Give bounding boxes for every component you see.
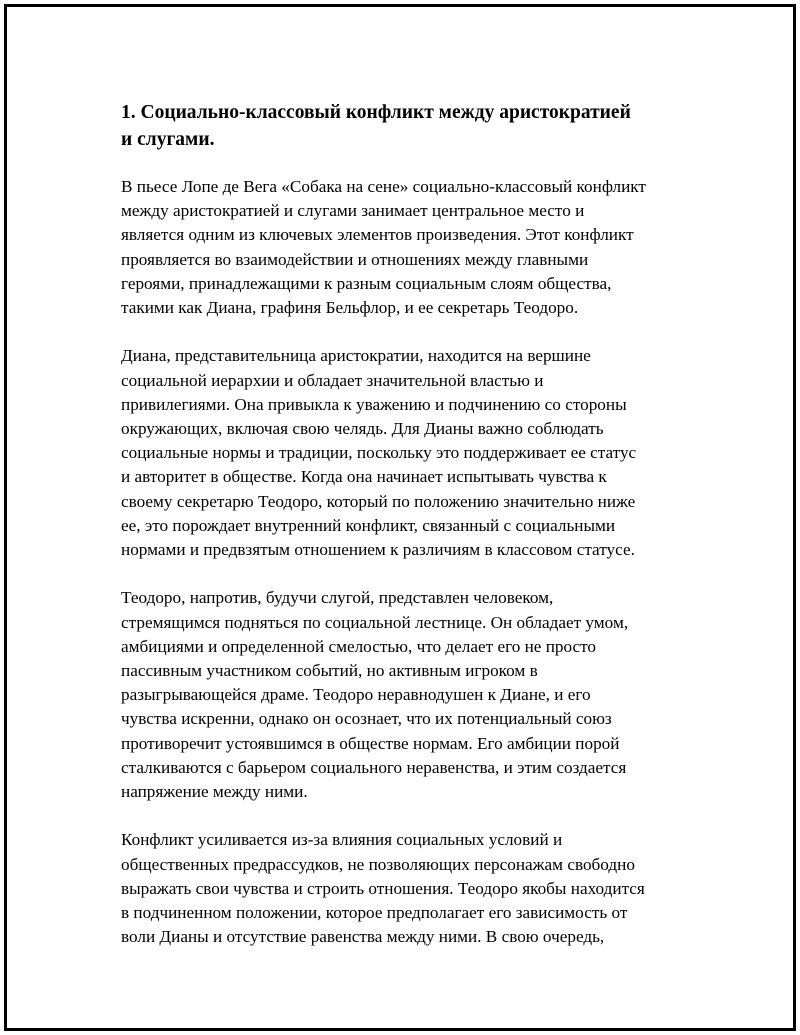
paragraph-3: Теодоро, напротив, будучи слугой, представлен человеком, стремящимся подняться по социальной лестнице. Он обладает умом, амбициями и определенной смелостью, что делает его не просто пассивным участником событий, но активным игроком в разыгрывающейся драме. Теодоро неравнодушен к Диане, и его чувства искренни, однако он осознает, что их потенциальный союз противоречит устоявшимся в обществе нормам. Его амбиции порой сталкиваются с барьером социального неравенства, и этим создается напряжение между ними. <box>121 588 629 802</box>
page-frame <box>4 4 796 1031</box>
section-heading: 1. Социально-классовый конфликт между аристократией и слугами. <box>121 102 631 150</box>
paragraph-1: В пьесе Лопе де Вега «Собака на сене» социально-классовый конфликт между аристократией и слугами занимает центральное место и является одним из ключевых элементов произведения. Этот конфликт проявляется во взаимодействии и отношениях между главными героями, принадлежащими к разным социальным слоям общества, такими как Диана, графиня Бельфлор, и ее секретарь Теодоро. <box>121 177 646 318</box>
paragraph-2: Диана, представительница аристократии, находится на вершине социальной иерархии и обладает значительной властью и привилегиями. Она привыкла к уважению и подчинению со стороны окружающих, включая свою челядь. Для Дианы важно соблюдать социальные нормы и традиции, поскольку это поддерживает ее статус и авторитет в обществе. Когда она начинает испытывать чувства к своему секретарю Теодоро, который по положению значительно ниже ее, это порождает внутренний конфликт, связанный с социальными нормами и предвзятым отношением к различиям в классовом статусе. <box>121 346 637 560</box>
document-body <box>121 99 701 974</box>
paragraph-4: Конфликт усиливается из-за влияния социальных условий и общественных предрассудков, не позволяющих персонажам свободно выражать свои чувства и строить отношения. Теодоро якобы находится в подчиненном положении, которое предполагает его зависимость от воли Дианы и отсутствие равенства между ними. В свою очередь, <box>121 830 645 947</box>
